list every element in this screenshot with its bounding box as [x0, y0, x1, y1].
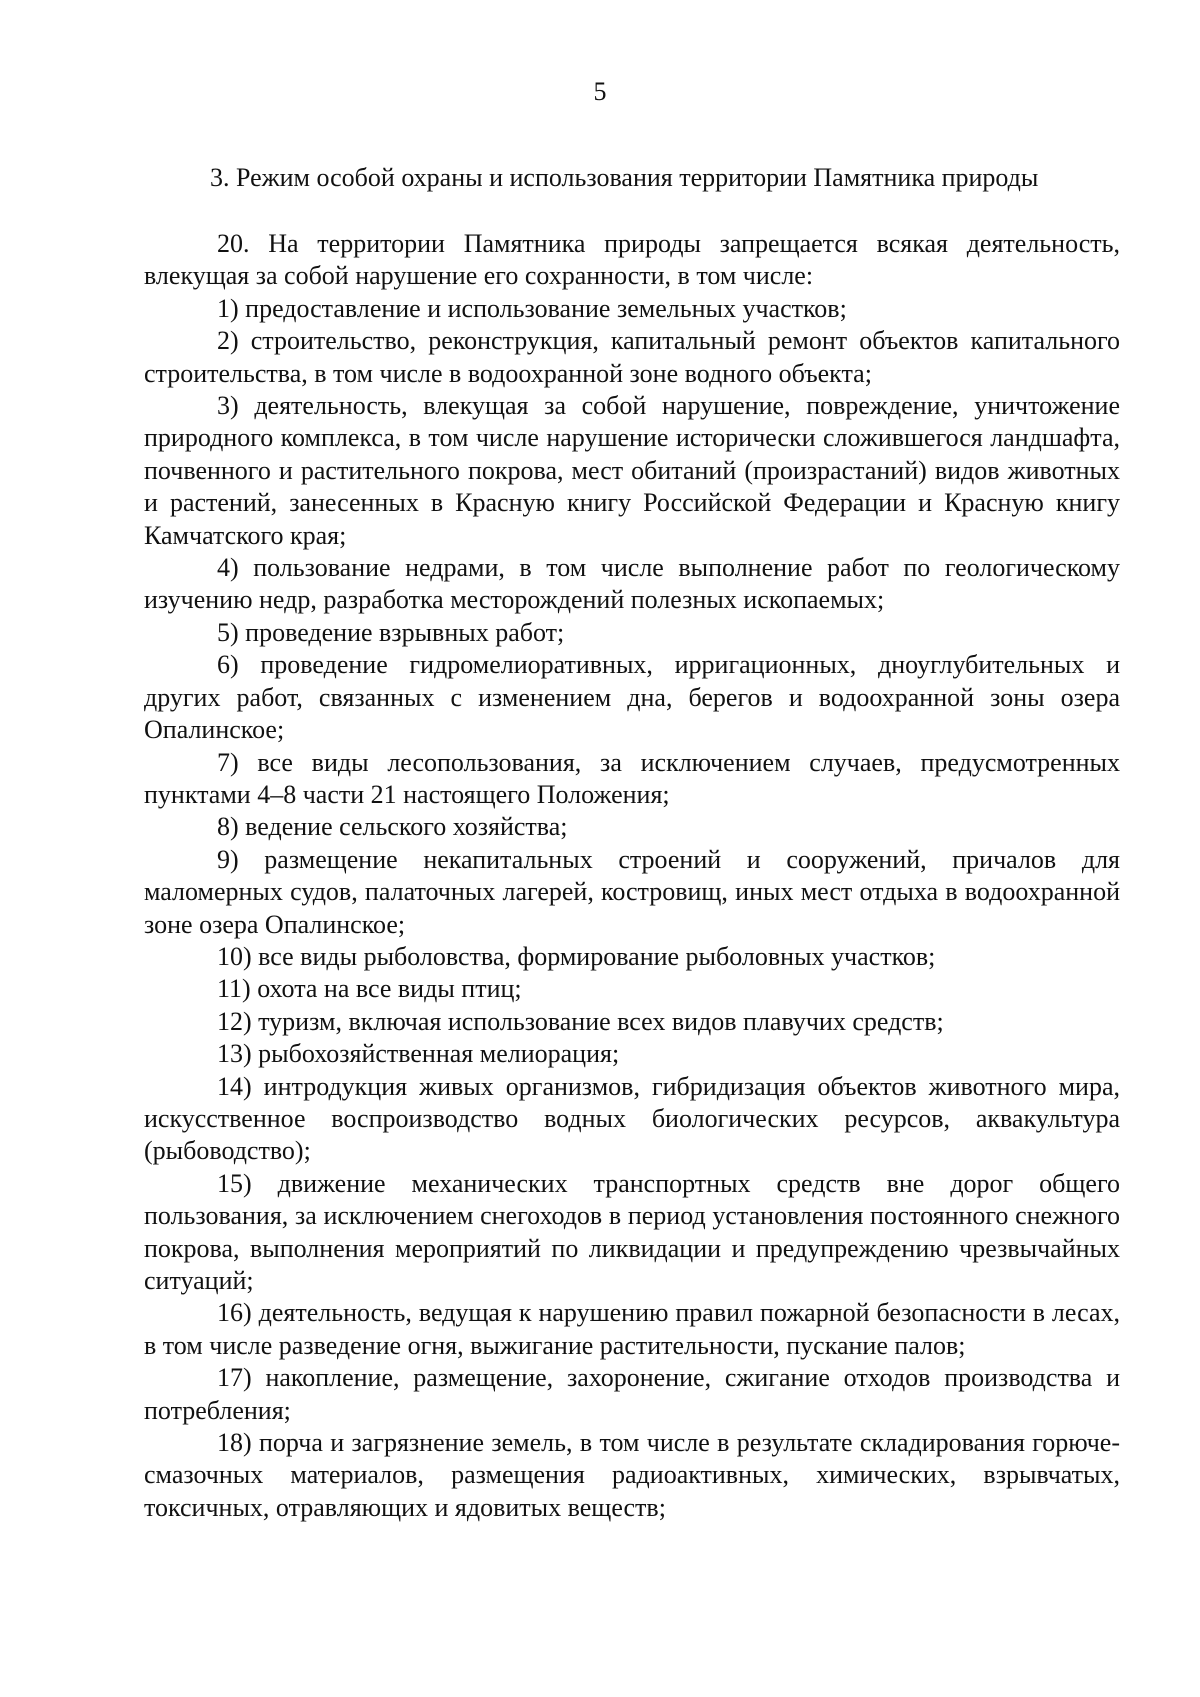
list-item-15: 15) движение механических транспортных средств вне дорог общего пользования, за исключением снегоходов в период установления постоянного снежного покрова, выполнения мероприятий по ликвидации и предупреждению чрезвычайных ситуаций; — [144, 1168, 1120, 1295]
list-item-2: 2) строительство, реконструкция, капитальный ремонт объектов капитального строительства, в том числе в водоохранной зоне водного объекта; — [144, 326, 1120, 388]
list-item-10: 10) все виды рыболовства, формирование рыболовных участков; — [217, 941, 936, 971]
list-item-12: 12) туризм, включая использование всех видов плавучих средств; — [217, 1006, 944, 1036]
list-item-8: 8) ведение сельского хозяйства; — [217, 812, 568, 842]
section-title: 3. Режим особой охраны и использования территории Памятника природы — [210, 163, 1039, 192]
list-item-13: 13) рыбохозяйственная мелиорация; — [217, 1039, 620, 1069]
list-item-18: 18) порча и загрязнение земель, в том числе в результате складирования горюче-смазочных материалов, размещения радиоактивных, химических, взрывчатых, токсичных, отравляющих и ядовитых веществ; — [144, 1428, 1120, 1522]
list-item-7: 7) все виды лесопользования, за исключением случаев, предусмотренных пунктами 4–8 части 21 настоящего Положения; — [144, 747, 1120, 809]
body-text — [144, 228, 1120, 1524]
list-item-9: 9) размещение некапитальных строений и сооружений, причалов для маломерных судов, палаточных лагерей, костровищ, иных мест отдыха в водоохранной зоне озера Опалинское; — [144, 844, 1120, 939]
list-item-3: 3) деятельность, влекущая за собой нарушение, повреждение, уничтожение природного комплекса, в том числе нарушение исторически сложившегося ландшафта, почвенного и растительного покрова, мест обитаний (произрастаний) видов животных и растений, занесенных в Красную книгу Российской Федерации и Красную книгу Камчатского края; — [144, 391, 1120, 550]
list-item-11: 11) охота на все виды птиц; — [217, 974, 522, 1004]
list-item-1: 1) предоставление и использование земельных участков; — [217, 293, 847, 323]
list-item-14: 14) интродукция живых организмов, гибридизация объектов животного мира, искусственное воспроизводство водных биологических ресурсов, аквакультура (рыбоводство); — [144, 1071, 1120, 1166]
list-item-6: 6) проведение гидромелиоративных, ирригационных, дноуглубительных и других работ, связанных с изменением дна, берегов и водоохранной зоны озера Опалинское; — [144, 650, 1120, 745]
list-item-5: 5) проведение взрывных работ; — [217, 617, 565, 647]
list-item-4: 4) пользование недрами, в том числе выполнение работ по геологическому изучению недр, разработка месторождений полезных ископаемых; — [144, 553, 1120, 615]
list-item-17: 17) накопление, размещение, захоронение, сжигание отходов производства и потребления; — [144, 1363, 1120, 1425]
paragraph-item-20: 20. На территории Памятника природы запрещается всякая деятельность, влекущая за собой нарушение его сохранности, в том числе: — [144, 229, 1120, 291]
list-item-16: 16) деятельность, ведущая к нарушению правил пожарной безопасности в лесах, в том числе разведение огня, выжигание растительности, пускание палов; — [144, 1298, 1120, 1360]
page-number: 5 — [593, 77, 607, 106]
